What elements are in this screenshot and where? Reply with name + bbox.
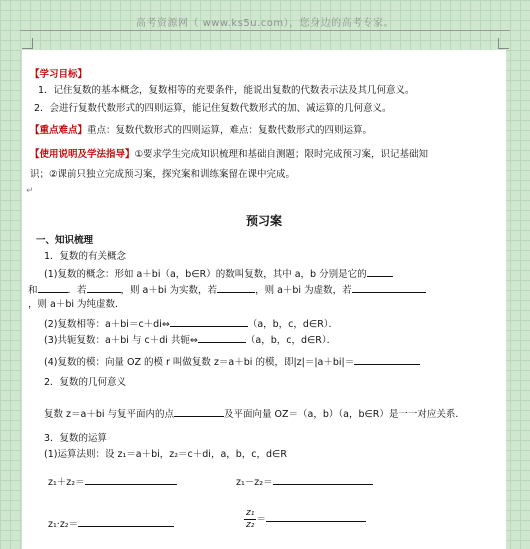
goal-1: 1．记住复数的基本概念，复数相等的充要条件，能说出复数的代数表示法及其几何意义。	[38, 85, 415, 96]
formula-sub: z₁－z₂＝	[236, 474, 373, 490]
item-3-1: (1)运算法则：设 z₁＝a＋bi，z₂＝c＋di，a，b，c，d∈R	[44, 449, 287, 460]
item-1-2: (2)复数相等：a＋bi＝c＋di⇔ （a，b，c，d∈R）．	[44, 316, 338, 332]
formula-div: $\frac{\text{z₁}}{\text{z₂}}$ ＝	[244, 508, 366, 531]
item-1: 1．复数的有关概念	[44, 251, 127, 262]
goal-heading: 【学习目标】	[30, 69, 88, 80]
formula-add: z₁＋z₂＝	[48, 474, 177, 490]
crop-mark-right	[498, 38, 509, 49]
document-page	[22, 50, 506, 549]
fraction: $\frac{\text{z₁}}{\text{z₂}}$	[246, 508, 255, 530]
item-1-1: (1)复数的概念：形如 a＋bi（a，b∈R）的数叫复数，其中 a，b 分别是它的	[44, 266, 393, 282]
formula-mul: z₁·z₂＝	[48, 516, 174, 532]
item-1-1c: ，则 a＋bi 为纯虚数．	[28, 299, 125, 310]
usage-line-1: 【使用说明及学法指导】①要求学生完成知识梳理和基础自测题；限时完成预习案，识记基础知	[30, 149, 429, 160]
paragraph-mark: ↵	[26, 186, 34, 196]
item-1-4: (4)复数的模：向量 OZ 的模 r 叫做复数 z＝a＋bi 的模，即|z|＝|a＋bi|＝	[44, 354, 420, 370]
item-2-text: 复数 z＝a＋bi 与复平面内的点 及平面向量 OZ＝（a，b）（a，b∈R）是一一对应关系．	[44, 406, 465, 422]
page-header: 高考资源网（ www.ks5u.com），您身边的高考专家。	[135, 18, 395, 29]
crop-mark-left	[22, 38, 33, 49]
preview-title: 预习案	[245, 214, 282, 228]
item-2: 2．复数的几何意义	[44, 377, 127, 388]
item-1-1b: 和 ．若 ，则 a＋bi 为实数，若 ，则 a＋bi 为虚数，若	[28, 282, 426, 298]
goal-2: 2．会进行复数代数形式的四则运算，能记住复数代数形式的加、减运算的几何意义。	[34, 103, 392, 114]
section-knowledge: 一、知识梳理	[36, 235, 94, 246]
item-1-3: (3)共轭复数：a＋bi 与 c＋di 共轭⇔ （a，b，c，d∈R）．	[44, 332, 336, 348]
focus-line: 【重点难点】重点：复数代数形式的四则运算，难点：复数代数形式的四则运算。	[30, 125, 373, 136]
item-3: 3．复数的运算	[44, 433, 108, 444]
usage-line-2: 识；②课前只独立完成预习案，探究案和训练案留在课中完成。	[30, 169, 296, 180]
header-rule	[20, 30, 510, 31]
